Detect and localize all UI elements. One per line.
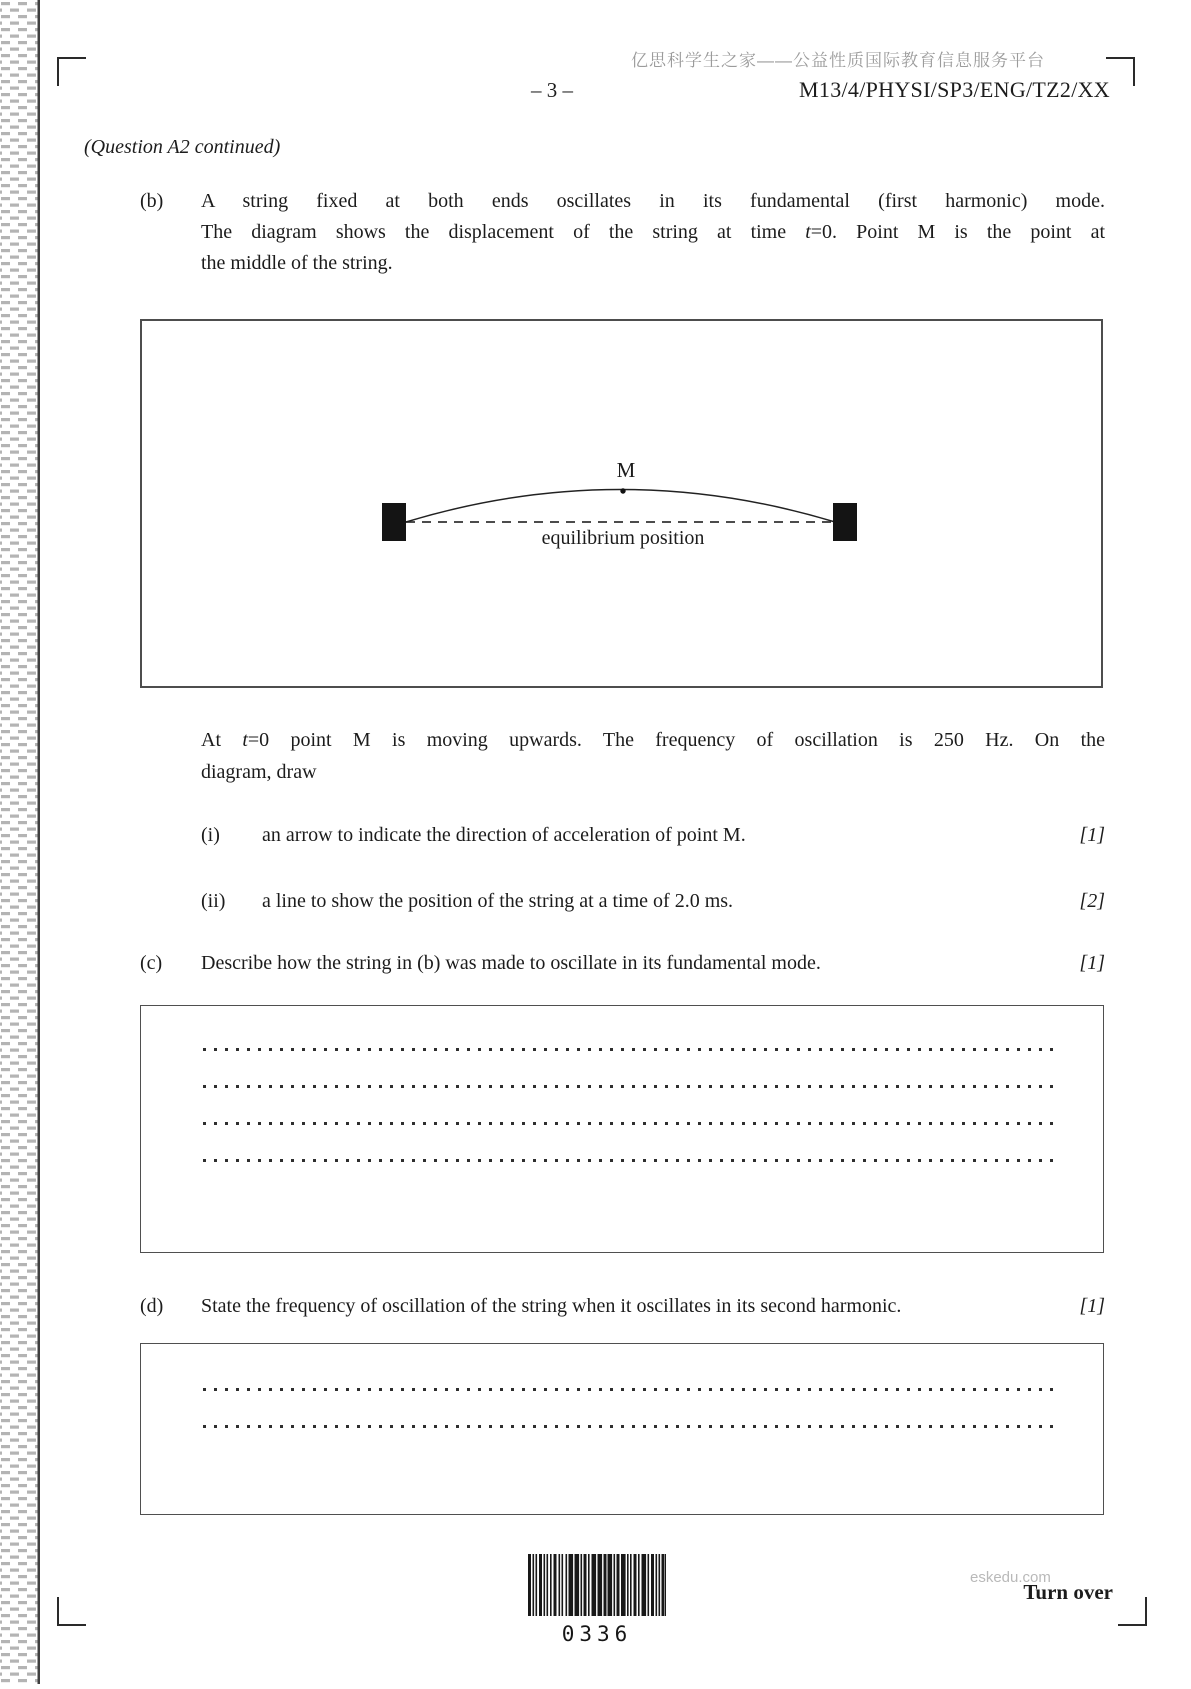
string-curve bbox=[406, 490, 835, 523]
part-b-text bbox=[201, 186, 1105, 279]
part-d-marks: [1] bbox=[1079, 1295, 1105, 1317]
item-ii-label: (ii) bbox=[201, 890, 226, 912]
item-ii-text: a line to show the position of the string at a time of 2.0 ms. bbox=[262, 890, 734, 912]
left-anchor-block bbox=[382, 503, 406, 541]
question-continued-heading: (Question A2 continued) bbox=[84, 136, 281, 158]
question-part-b bbox=[140, 186, 1105, 279]
question-part-c bbox=[140, 948, 1105, 979]
crop-mark-bottom-right bbox=[1118, 1597, 1147, 1626]
instruction-paragraph bbox=[201, 724, 1105, 788]
item-i-text: an arrow to indicate the direction of acceleration of point M. bbox=[262, 824, 746, 846]
part-b-label: (b) bbox=[140, 190, 164, 212]
answer-box-c bbox=[140, 1005, 1104, 1253]
exam-paper-code: M13/4/PHYSI/SP3/ENG/TZ2/XX bbox=[799, 77, 1110, 102]
binding-hatch-strip bbox=[0, 0, 41, 1684]
question-part-d bbox=[140, 1291, 1105, 1322]
question-item-i bbox=[201, 820, 1105, 851]
site-watermark: eskedu.com bbox=[970, 1569, 1051, 1586]
string-diagram-box bbox=[140, 319, 1103, 688]
equilibrium-position-label: equilibrium position bbox=[541, 527, 705, 549]
answer-line bbox=[203, 1425, 1057, 1428]
t-symbol: t bbox=[242, 729, 248, 751]
page-barcode bbox=[528, 1554, 666, 1646]
turn-over-label: Turn over bbox=[1023, 1580, 1113, 1604]
item-i-label: (i) bbox=[201, 824, 220, 846]
site-watermark-chinese: 亿思科学生之家——公益性质国际教育信息服务平台 bbox=[631, 51, 1045, 70]
part-b-line2: The diagram shows the displacement of the string at time t=0. Point M is the point at bbox=[201, 221, 1105, 243]
item-ii-marks: [2] bbox=[1079, 890, 1105, 912]
barcode-number: 0336 bbox=[561, 1622, 633, 1646]
instruction-line1: At t=0 point M is moving upwards. The frequency of oscillation is 250 Hz. On the bbox=[201, 729, 1106, 751]
page-number: – 3 – bbox=[531, 78, 573, 102]
crop-mark-bottom-left bbox=[57, 1597, 86, 1626]
instruction-line2: diagram, draw bbox=[201, 761, 317, 783]
part-c-text: Describe how the string in (b) was made to oscillate in its fundamental mode. bbox=[201, 952, 821, 974]
part-b-line3: the middle of the string. bbox=[201, 252, 393, 274]
t-symbol: t bbox=[805, 221, 811, 243]
answer-line bbox=[203, 1122, 1057, 1125]
crop-mark-top-right bbox=[1106, 57, 1135, 86]
barcode-icon bbox=[528, 1554, 666, 1616]
question-item-ii bbox=[201, 886, 1105, 917]
part-d-label: (d) bbox=[140, 1295, 164, 1317]
point-m-dot bbox=[620, 488, 625, 493]
answer-line bbox=[203, 1388, 1057, 1391]
part-d-text: State the frequency of oscillation of the string when it oscillates in its second harmonic. bbox=[201, 1295, 902, 1317]
right-anchor-block bbox=[833, 503, 857, 541]
part-c-label: (c) bbox=[140, 952, 163, 974]
part-c-marks: [1] bbox=[1079, 952, 1105, 974]
answer-line bbox=[203, 1048, 1057, 1051]
string-diagram-figure bbox=[142, 321, 1097, 682]
answer-line bbox=[203, 1159, 1057, 1162]
point-m-label: M bbox=[616, 458, 636, 482]
answer-box-d bbox=[140, 1343, 1104, 1515]
part-b-line1: A string fixed at both ends oscillates in its fundamental (first harmonic) mode. bbox=[201, 190, 1105, 212]
item-i-marks: [1] bbox=[1079, 824, 1105, 846]
answer-line bbox=[203, 1085, 1057, 1088]
crop-mark-top-left bbox=[57, 57, 86, 86]
